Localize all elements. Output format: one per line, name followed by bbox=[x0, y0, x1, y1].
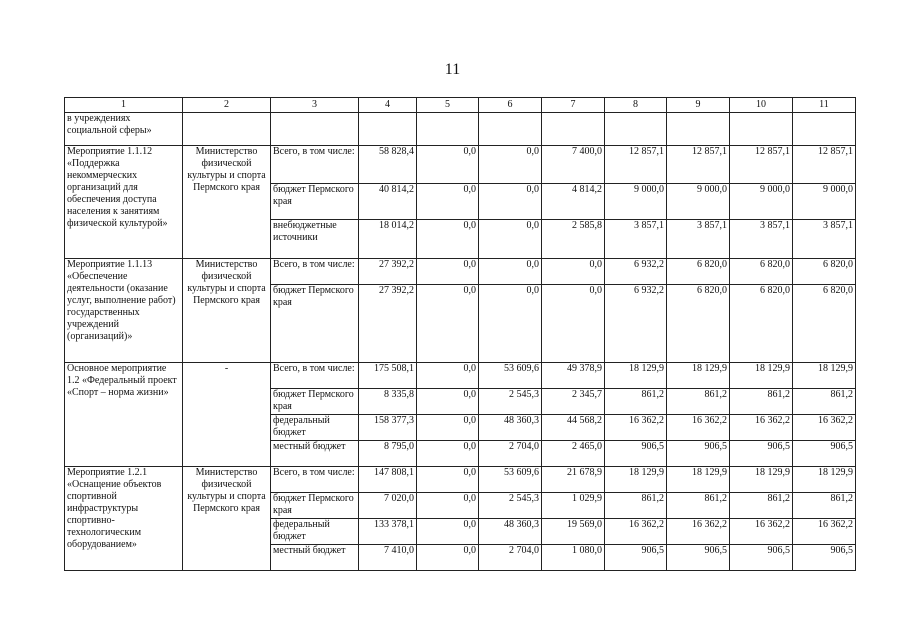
empty-cell bbox=[417, 113, 479, 146]
value-cell: 0,0 bbox=[417, 493, 479, 519]
value-cell: 48 360,3 bbox=[479, 415, 542, 441]
value-cell: 18 129,9 bbox=[667, 363, 730, 389]
funding-source-cell: Всего, в том числе: bbox=[271, 467, 359, 493]
value-cell: 9 000,0 bbox=[605, 184, 667, 220]
executor-cell: Министерство физической культуры и спорта Пермского края bbox=[183, 259, 271, 363]
value-cell: 0,0 bbox=[417, 441, 479, 467]
value-cell: 0,0 bbox=[479, 220, 542, 259]
value-cell: 906,5 bbox=[605, 441, 667, 467]
value-cell: 2 585,8 bbox=[542, 220, 605, 259]
measure-name-cell: Мероприятие 1.2.1 «Оснащение объектов спортивной инфраструктуры спортивно-технологическим оборудованием» bbox=[65, 467, 183, 571]
column-header: 3 bbox=[271, 98, 359, 113]
column-header: 4 bbox=[359, 98, 417, 113]
funding-source-cell: Всего, в том числе: bbox=[271, 146, 359, 184]
value-cell: 175 508,1 bbox=[359, 363, 417, 389]
executor-cell: Министерство физической культуры и спорта Пермского края bbox=[183, 146, 271, 259]
executor-cell: Министерство физической культуры и спорта Пермского края bbox=[183, 467, 271, 571]
empty-cell bbox=[359, 113, 417, 146]
value-cell: 0,0 bbox=[542, 285, 605, 363]
empty-cell bbox=[605, 113, 667, 146]
value-cell: 18 129,9 bbox=[605, 363, 667, 389]
value-cell: 3 857,1 bbox=[605, 220, 667, 259]
value-cell: 6 820,0 bbox=[793, 259, 856, 285]
value-cell: 3 857,1 bbox=[793, 220, 856, 259]
value-cell: 3 857,1 bbox=[730, 220, 793, 259]
value-cell: 861,2 bbox=[667, 389, 730, 415]
value-cell: 16 362,2 bbox=[667, 415, 730, 441]
value-cell: 18 129,9 bbox=[730, 467, 793, 493]
value-cell: 19 569,0 bbox=[542, 519, 605, 545]
value-cell: 906,5 bbox=[730, 545, 793, 571]
value-cell: 906,5 bbox=[667, 545, 730, 571]
value-cell: 2 545,3 bbox=[479, 389, 542, 415]
value-cell: 906,5 bbox=[793, 441, 856, 467]
empty-cell bbox=[183, 113, 271, 146]
value-cell: 0,0 bbox=[417, 545, 479, 571]
value-cell: 0,0 bbox=[417, 363, 479, 389]
value-cell: 906,5 bbox=[730, 441, 793, 467]
value-cell: 9 000,0 bbox=[793, 184, 856, 220]
value-cell: 2 704,0 bbox=[479, 441, 542, 467]
value-cell: 0,0 bbox=[417, 259, 479, 285]
value-cell: 16 362,2 bbox=[605, 519, 667, 545]
value-cell: 8 335,8 bbox=[359, 389, 417, 415]
funding-source-cell: местный бюджет bbox=[271, 441, 359, 467]
value-cell: 0,0 bbox=[479, 259, 542, 285]
measure-name-cell: Мероприятие 1.1.12 «Поддержка некоммерческих организаций для обеспечения доступа населения к занятиям физической культурой» bbox=[65, 146, 183, 259]
funding-source-cell: бюджет Пермского края bbox=[271, 285, 359, 363]
column-header: 8 bbox=[605, 98, 667, 113]
table-body bbox=[65, 98, 856, 571]
value-cell: 9 000,0 bbox=[667, 184, 730, 220]
value-cell: 0,0 bbox=[479, 184, 542, 220]
value-cell: 3 857,1 bbox=[667, 220, 730, 259]
funding-source-cell: бюджет Пермского края bbox=[271, 493, 359, 519]
value-cell: 58 828,4 bbox=[359, 146, 417, 184]
value-cell: 861,2 bbox=[605, 389, 667, 415]
value-cell: 1 080,0 bbox=[542, 545, 605, 571]
value-cell: 12 857,1 bbox=[605, 146, 667, 184]
funding-source-cell: бюджет Пермского края bbox=[271, 184, 359, 220]
value-cell: 6 820,0 bbox=[793, 285, 856, 363]
empty-cell bbox=[271, 113, 359, 146]
value-cell: 4 814,2 bbox=[542, 184, 605, 220]
value-cell: 0,0 bbox=[417, 467, 479, 493]
empty-cell bbox=[542, 113, 605, 146]
budget-table bbox=[64, 97, 856, 571]
value-cell: 49 378,9 bbox=[542, 363, 605, 389]
value-cell: 8 795,0 bbox=[359, 441, 417, 467]
value-cell: 7 410,0 bbox=[359, 545, 417, 571]
value-cell: 7 400,0 bbox=[542, 146, 605, 184]
value-cell: 16 362,2 bbox=[667, 519, 730, 545]
value-cell: 53 609,6 bbox=[479, 363, 542, 389]
value-cell: 0,0 bbox=[417, 184, 479, 220]
value-cell: 0,0 bbox=[417, 415, 479, 441]
value-cell: 0,0 bbox=[417, 220, 479, 259]
funding-source-cell: внебюджетные источники bbox=[271, 220, 359, 259]
value-cell: 21 678,9 bbox=[542, 467, 605, 493]
value-cell: 6 932,2 bbox=[605, 259, 667, 285]
funding-source-cell: федеральный бюджет bbox=[271, 519, 359, 545]
empty-cell bbox=[667, 113, 730, 146]
value-cell: 6 932,2 bbox=[605, 285, 667, 363]
value-cell: 48 360,3 bbox=[479, 519, 542, 545]
value-cell: 27 392,2 bbox=[359, 259, 417, 285]
column-header: 11 bbox=[793, 98, 856, 113]
continuation-row bbox=[65, 113, 856, 146]
value-cell: 861,2 bbox=[667, 493, 730, 519]
column-header: 10 bbox=[730, 98, 793, 113]
empty-cell bbox=[793, 113, 856, 146]
table-row bbox=[65, 259, 856, 285]
value-cell: 18 129,9 bbox=[793, 363, 856, 389]
measure-name-cell: Основное мероприятие 1.2 «Федеральный проект «Спорт – норма жизни» bbox=[65, 363, 183, 467]
value-cell: 6 820,0 bbox=[730, 285, 793, 363]
executor-cell: - bbox=[183, 363, 271, 467]
funding-source-cell: местный бюджет bbox=[271, 545, 359, 571]
value-cell: 12 857,1 bbox=[667, 146, 730, 184]
funding-source-cell: федеральный бюджет bbox=[271, 415, 359, 441]
value-cell: 53 609,6 bbox=[479, 467, 542, 493]
value-cell: 0,0 bbox=[479, 146, 542, 184]
value-cell: 18 129,9 bbox=[605, 467, 667, 493]
value-cell: 16 362,2 bbox=[730, 415, 793, 441]
value-cell: 0,0 bbox=[417, 146, 479, 184]
value-cell: 906,5 bbox=[605, 545, 667, 571]
value-cell: 16 362,2 bbox=[793, 415, 856, 441]
value-cell: 158 377,3 bbox=[359, 415, 417, 441]
value-cell: 1 029,9 bbox=[542, 493, 605, 519]
value-cell: 27 392,2 bbox=[359, 285, 417, 363]
value-cell: 861,2 bbox=[793, 389, 856, 415]
column-header: 1 bbox=[65, 98, 183, 113]
value-cell: 861,2 bbox=[730, 389, 793, 415]
column-header: 2 bbox=[183, 98, 271, 113]
value-cell: 0,0 bbox=[417, 285, 479, 363]
page-number: 11 bbox=[444, 61, 461, 78]
funding-source-cell: Всего, в том числе: bbox=[271, 363, 359, 389]
value-cell: 16 362,2 bbox=[730, 519, 793, 545]
header-row bbox=[65, 98, 856, 113]
value-cell: 18 129,9 bbox=[667, 467, 730, 493]
funding-source-cell: Всего, в том числе: bbox=[271, 259, 359, 285]
value-cell: 0,0 bbox=[542, 259, 605, 285]
continuation-cell: в учреждениях социальной сферы» bbox=[65, 113, 183, 146]
value-cell: 861,2 bbox=[605, 493, 667, 519]
value-cell: 40 814,2 bbox=[359, 184, 417, 220]
value-cell: 2 465,0 bbox=[542, 441, 605, 467]
value-cell: 0,0 bbox=[417, 389, 479, 415]
table-row bbox=[65, 467, 856, 493]
value-cell: 2 545,3 bbox=[479, 493, 542, 519]
value-cell: 12 857,1 bbox=[730, 146, 793, 184]
value-cell: 2 704,0 bbox=[479, 545, 542, 571]
value-cell: 2 345,7 bbox=[542, 389, 605, 415]
table-row bbox=[65, 363, 856, 389]
value-cell: 861,2 bbox=[730, 493, 793, 519]
value-cell: 906,5 bbox=[793, 545, 856, 571]
value-cell: 18 014,2 bbox=[359, 220, 417, 259]
empty-cell bbox=[730, 113, 793, 146]
value-cell: 6 820,0 bbox=[730, 259, 793, 285]
value-cell: 18 129,9 bbox=[793, 467, 856, 493]
value-cell: 18 129,9 bbox=[730, 363, 793, 389]
value-cell: 0,0 bbox=[479, 285, 542, 363]
column-header: 6 bbox=[479, 98, 542, 113]
value-cell: 16 362,2 bbox=[605, 415, 667, 441]
value-cell: 147 808,1 bbox=[359, 467, 417, 493]
value-cell: 12 857,1 bbox=[793, 146, 856, 184]
column-header: 7 bbox=[542, 98, 605, 113]
value-cell: 0,0 bbox=[417, 519, 479, 545]
value-cell: 6 820,0 bbox=[667, 285, 730, 363]
value-cell: 44 568,2 bbox=[542, 415, 605, 441]
value-cell: 906,5 bbox=[667, 441, 730, 467]
value-cell: 133 378,1 bbox=[359, 519, 417, 545]
value-cell: 861,2 bbox=[793, 493, 856, 519]
column-header: 5 bbox=[417, 98, 479, 113]
measure-name-cell: Мероприятие 1.1.13 «Обеспечение деятельности (оказание услуг, выполнение работ) государственных учреждений (организаций)» bbox=[65, 259, 183, 363]
funding-source-cell: бюджет Пермского края bbox=[271, 389, 359, 415]
table-row bbox=[65, 146, 856, 184]
value-cell: 16 362,2 bbox=[793, 519, 856, 545]
empty-cell bbox=[479, 113, 542, 146]
value-cell: 9 000,0 bbox=[730, 184, 793, 220]
column-header: 9 bbox=[667, 98, 730, 113]
value-cell: 7 020,0 bbox=[359, 493, 417, 519]
value-cell: 6 820,0 bbox=[667, 259, 730, 285]
